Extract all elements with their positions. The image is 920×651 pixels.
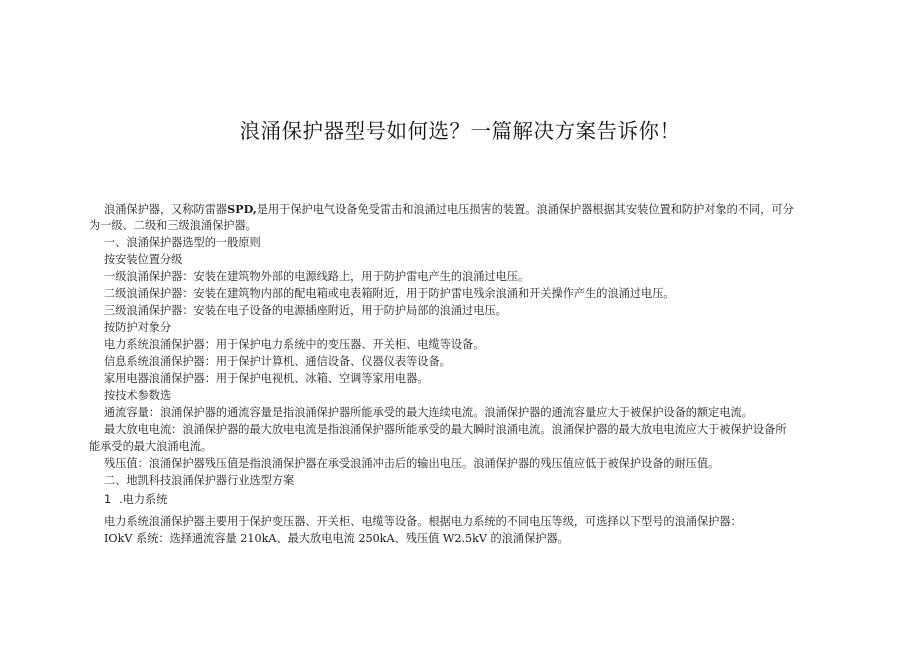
intro-line-1 (104, 202, 794, 217)
subheading-parameters: 按技术参数选 (104, 389, 172, 402)
residual-voltage-item: 残压值：浪涌保护器残压值是指浪涌保护器在承受浪涌冲击后的输出电压。浪涌保护器的残压值应低于被保护设备的耐压值。 (104, 457, 720, 470)
level1-item: 一级浪涌保护器：安装在建筑物外部的电源线路上，用于防护雷电产生的浪涌过电压。 (104, 270, 530, 283)
max-discharge-line-1: 最大放电电流：浪涌保护器的最大放电电流是指浪涌保护器所能承受的最大瞬时浪涌电流。浪涌保护器的最大放电电流应大于被保护设备所 (104, 423, 787, 436)
list-item-power (104, 493, 167, 507)
info-system-item: 信息系统浪涌保护器：用于保护计算机、通信设备、仪器仪表等设备。 (104, 355, 451, 368)
power-system-description: 电力系统浪涌保护器主要用于保护变压器、开关柜、电缆等设备。根据电力系统的不同电压等级，可选择以下型号的浪涌保护器： (104, 515, 742, 528)
spd-term: SPD, (227, 202, 257, 216)
intro-text-rest: 是用于保护电气设备免受雷击和浪涌过电压损害的装置。浪涌保护器根据其安装位置和防护对象的不同，可分 (256, 203, 794, 216)
section2-heading: 二、地凯科技浪涌保护器行业选型方案 (104, 474, 295, 487)
list-label: .电力系统 (119, 493, 168, 506)
flow-capacity-item: 通流容量：浪涌保护器的通流容量是指浪涌保护器所能承受的最大连续电流。浪涌保护器的通流容量应大于被保护设备的额定电流。 (104, 406, 753, 419)
list-number: 1 (104, 493, 112, 506)
document-title: 浪涌保护器型号如何选？一篇解决方案告诉你！ (239, 119, 681, 143)
level2-item: 二级浪涌保护器：安装在建筑物内部的配电箱或电表箱附近，用于防护雷电残余浪涌和开关操作产生的浪涌过电压。 (104, 287, 675, 300)
intro-line-2: 为一级、二级和三级浪涌保护器。 (89, 219, 257, 232)
section1-heading: 一、浪涌保护器选型的一般原则 (104, 236, 261, 249)
intro-text-start: 浪涌保护器，又称防雷器 (104, 203, 228, 216)
max-discharge-line-2: 能承受的最大浪涌电流。 (89, 440, 213, 453)
level3-item: 三级浪涌保护器：安装在电子设备的电源插座附近，用于防护局部的浪涌过电压。 (104, 304, 507, 317)
power-system-item: 电力系统浪涌保护器：用于保护电力系统中的变压器、开关柜、电缆等设备。 (104, 338, 485, 351)
spec-10kv: IOkV 系统：选择通流容量 210kA、最大放电电流 250kA、残压值 W2.5kV 的浪涌保护器。 (104, 532, 569, 545)
home-appliance-item: 家用电器浪涌保护器：用于保护电视机、冰箱、空调等家用电器。 (104, 372, 429, 385)
subheading-object: 按防护对象分 (104, 321, 172, 334)
subheading-location: 按安装位置分级 (104, 253, 183, 266)
